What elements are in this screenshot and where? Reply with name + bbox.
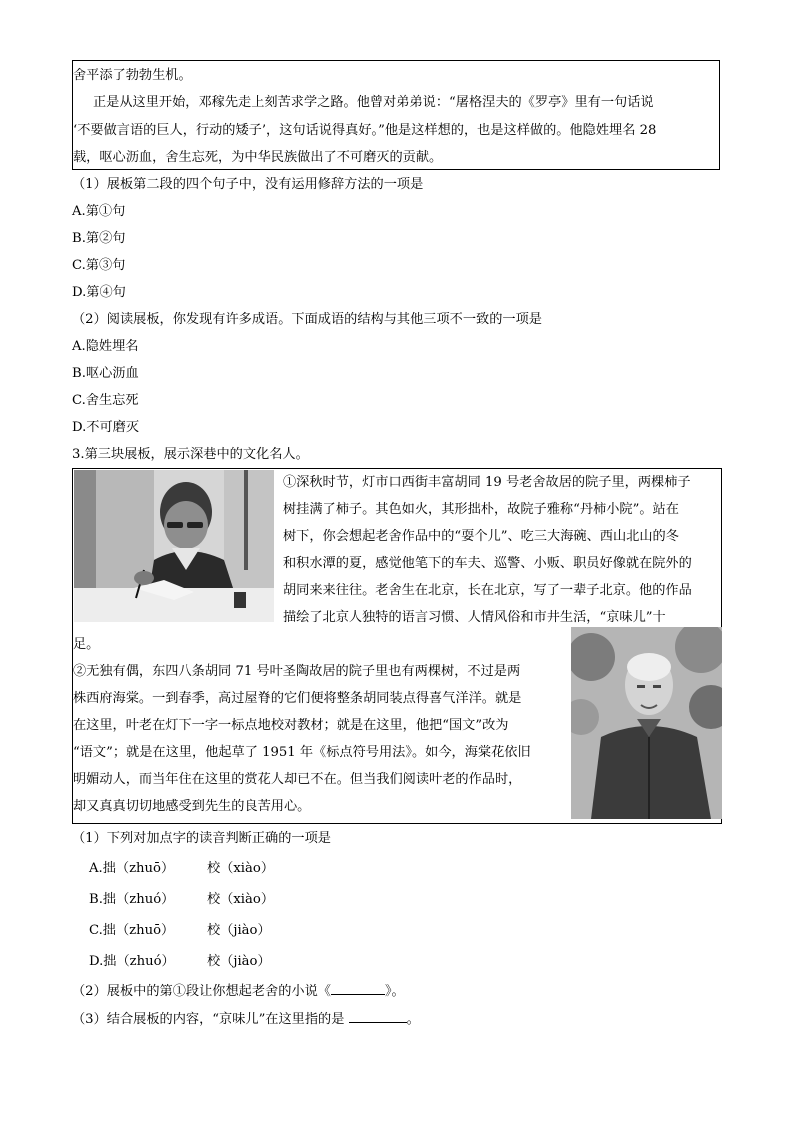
question-4-suffix: 》。	[384, 984, 405, 999]
board3-p1-line-5: 胡同来来往往。老舍生在北京，长在北京，写了一辈子北京。他的作品	[283, 583, 692, 598]
question-2-stem: （2）阅读展板，你发现有许多成语。下面成语的结构与其他三项不一致的一项是	[72, 312, 542, 327]
q3-option-d-part2: 校（jiào）	[207, 954, 271, 969]
q2-option-c[interactable]: C.舍生忘死	[72, 393, 139, 408]
q3-option-c[interactable]	[89, 919, 271, 938]
question-5	[72, 1008, 420, 1027]
board3-p2-line-5: 明媚动人，而当年住在这里的赏花人却已不在。但当我们阅读叶老的作品时，	[73, 772, 522, 787]
q2-option-b[interactable]: B.呕心沥血	[72, 366, 139, 381]
lao-she-photo-image	[74, 470, 274, 622]
board3-p1-line-4: 和积水潭的夏，感觉他笔下的车夫、巡警、小贩、职员好像就在院外的	[283, 556, 692, 571]
q3-option-b-part2: 校（xiào）	[207, 892, 275, 907]
q1-option-d[interactable]: D.第④句	[72, 285, 126, 300]
board2-line-2: 正是从这里开始，邓稼先走上刻苦求学之路。他曾对弟弟说：“屠格涅夫的《罗亭》里有一句话说	[93, 95, 654, 110]
q3-option-a[interactable]	[89, 857, 275, 876]
section-3-heading: 3.第三块展板，展示深巷中的文化名人。	[72, 447, 309, 462]
board3-p1-line-7: 足。	[73, 637, 100, 652]
question-3-stem: （1）下列对加点字的读音判断正确的一项是	[72, 831, 331, 846]
question-4-prefix: （2）展板中的第①段让你想起老舍的小说《	[72, 984, 331, 999]
q3-option-b[interactable]	[89, 888, 275, 907]
question-4	[72, 980, 405, 999]
board3-p1-line-3: 树下，你会想起老舍作品中的“耍个儿”、吃三大海碗、西山北山的冬	[283, 529, 679, 544]
board3-p2-line-1: ②无独有偶，东四八条胡同 71 号叶圣陶故居的院子里也有两棵树，不过是两	[73, 664, 521, 679]
q3-option-d[interactable]	[89, 950, 271, 969]
board3-p2-line-2: 株西府海棠。一到春季，高过屋脊的它们便将整条胡同装点得喜气洋洋。就是	[73, 691, 522, 706]
q3-option-c-part2: 校（jiào）	[207, 923, 271, 938]
exhibit-board-3-box	[72, 468, 722, 824]
board3-p1-line-1: ①深秋时节，灯市口西街丰富胡同 19 号老舍故居的院子里，两棵柿子	[283, 475, 691, 490]
board2-line-1: 舍平添了勃勃生机。	[73, 68, 192, 83]
board3-p1-line-6: 描绘了北京人独特的语言习惯、人情风俗和市井生活，“京味儿”十	[283, 610, 666, 625]
question-5-prefix: （3）结合展板的内容，“京味儿”在这里指的是	[72, 1012, 345, 1027]
question-1-stem: （1）展板第二段的四个句子中，没有运用修辞方法的一项是	[72, 177, 424, 192]
q3-option-d-part1: D.拙（zhuó）	[89, 954, 175, 969]
q2-option-a[interactable]: A.隐姓埋名	[72, 339, 139, 354]
ye-shengtao-photo-image	[571, 627, 722, 819]
q2-option-d[interactable]: D.不可磨灭	[72, 420, 140, 435]
q1-option-a[interactable]: A.第①句	[72, 204, 126, 219]
board3-p1-line-2: 树挂满了柿子。其色如火，其形拙朴，故院子雅称“丹柿小院”。站在	[283, 502, 679, 517]
q1-option-b[interactable]: B.第②句	[72, 231, 126, 246]
question-5-suffix: 。	[406, 1012, 420, 1027]
board3-p2-line-3: 在这里，叶老在灯下一字一标点地校对教材；就是在这里，他把“国文”改为	[73, 718, 509, 733]
q3-option-b-part1: B.拙（zhuó）	[89, 892, 175, 907]
q3-option-a-part1: A.拙（zhuō）	[89, 861, 175, 876]
q1-option-c[interactable]: C.第③句	[72, 258, 126, 273]
board3-p2-line-4: “语文”；就是在这里，他起草了 1951 年《标点符号用法》。如今，海棠花依旧	[73, 745, 531, 760]
lao-she-photo	[74, 470, 274, 622]
board2-line-4: 载，呕心沥血，舍生忘死，为中华民族做出了不可磨灭的贡献。	[73, 150, 443, 165]
ye-shengtao-photo	[571, 627, 722, 819]
board2-line-3: ‘不要做言语的巨人，行动的矮子’，这句话说得真好。”他是这样想的，也是这样做的。他隐姓埋名 28	[73, 123, 657, 138]
novel-title-blank[interactable]	[331, 982, 385, 995]
exhibit-board-2-box	[72, 60, 720, 170]
board3-p2-line-6: 却又真真切切地感受到先生的良苦用心。	[73, 799, 311, 814]
q3-option-c-part1: C.拙（zhuō）	[89, 923, 175, 938]
q3-option-a-part2: 校（xiào）	[207, 861, 275, 876]
jingweir-answer-blank[interactable]	[349, 1010, 407, 1023]
